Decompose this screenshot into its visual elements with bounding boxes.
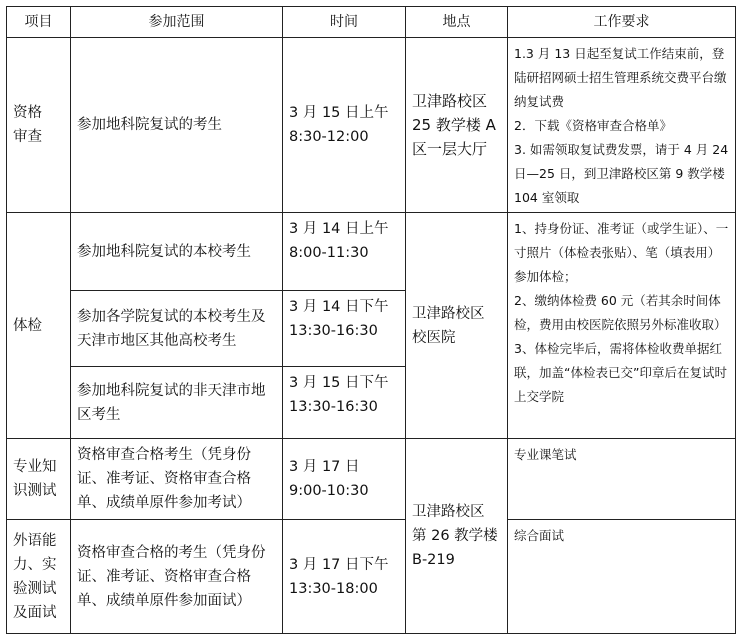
scope-cell: 资格审查合格的考生（凭身份证、准考证、资格审查合格单、成绩单原件参加面试） [71, 520, 283, 634]
place-cell: 卫津路校区 第 26 教学楼 B-219 [406, 439, 508, 634]
scope-cell: 参加地科院复试的本校考生 [71, 213, 283, 291]
item-cell: 资格 审查 [7, 38, 71, 213]
requirements-cell: 1.3 月 13 日起至复试工作结束前，登陆研招网硕士招生管理系统交费平台缴纳复试费 2．下载《资格审查合格单》 3. 如需领取复试费发票，请于 4 月 24 日—25 日，到卫津路校区第 9 教学楼 104 室领取 [508, 38, 736, 213]
time-cell: 3 月 17 日 9:00-10:30 [283, 439, 406, 520]
table-row [7, 38, 736, 213]
requirements-cell: 专业课笔试 [508, 439, 736, 520]
item-cell: 外语能 力、实 验测试 及面试 [7, 520, 71, 634]
header-place: 地点 [406, 7, 508, 38]
item-cell: 专业知 识测试 [7, 439, 71, 520]
requirements-cell: 综合面试 [508, 520, 736, 634]
time-cell: 3 月 14 日下午 13:30-16:30 [283, 291, 406, 367]
header-row [7, 7, 736, 38]
scope-cell: 参加地科院复试的考生 [71, 38, 283, 213]
scope-cell: 参加地科院复试的非天津市地区考生 [71, 367, 283, 439]
scope-cell: 参加各学院复试的本校考生及天津市地区其他高校考生 [71, 291, 283, 367]
item-cell: 体检 [7, 213, 71, 439]
time-cell: 3 月 17 日下午 13:30-18:00 [283, 520, 406, 634]
place-cell: 卫津路校区 25 教学楼 A 区一层大厅 [406, 38, 508, 213]
place-cell: 卫津路校区 校医院 [406, 213, 508, 439]
table-row [7, 520, 736, 634]
time-cell: 3 月 15 日下午 13:30-16:30 [283, 367, 406, 439]
header-item: 项目 [7, 7, 71, 38]
table-row [7, 439, 736, 520]
scope-cell: 资格审查合格考生（凭身份证、准考证、资格审查合格单、成绩单原件参加考试） [71, 439, 283, 520]
time-cell: 3 月 15 日上午 8:30-12:00 [283, 38, 406, 213]
table-row [7, 213, 736, 291]
time-cell: 3 月 14 日上午 8:00-11:30 [283, 213, 406, 291]
header-time: 时间 [283, 7, 406, 38]
header-scope: 参加范围 [71, 7, 283, 38]
exam-schedule-table [6, 6, 736, 634]
requirements-cell: 1、持身份证、准考证（或学生证）、一寸照片（体检表张贴）、笔（填表用）参加体检； 2、缴纳体检费 60 元（若其余时间体检，费用由校医院依照另外标准收取） 3、体检完毕后，需将体检收费单据红联，加盖“体检表已交”印章后在复试时上交学院 [508, 213, 736, 439]
header-requirements: 工作要求 [508, 7, 736, 38]
